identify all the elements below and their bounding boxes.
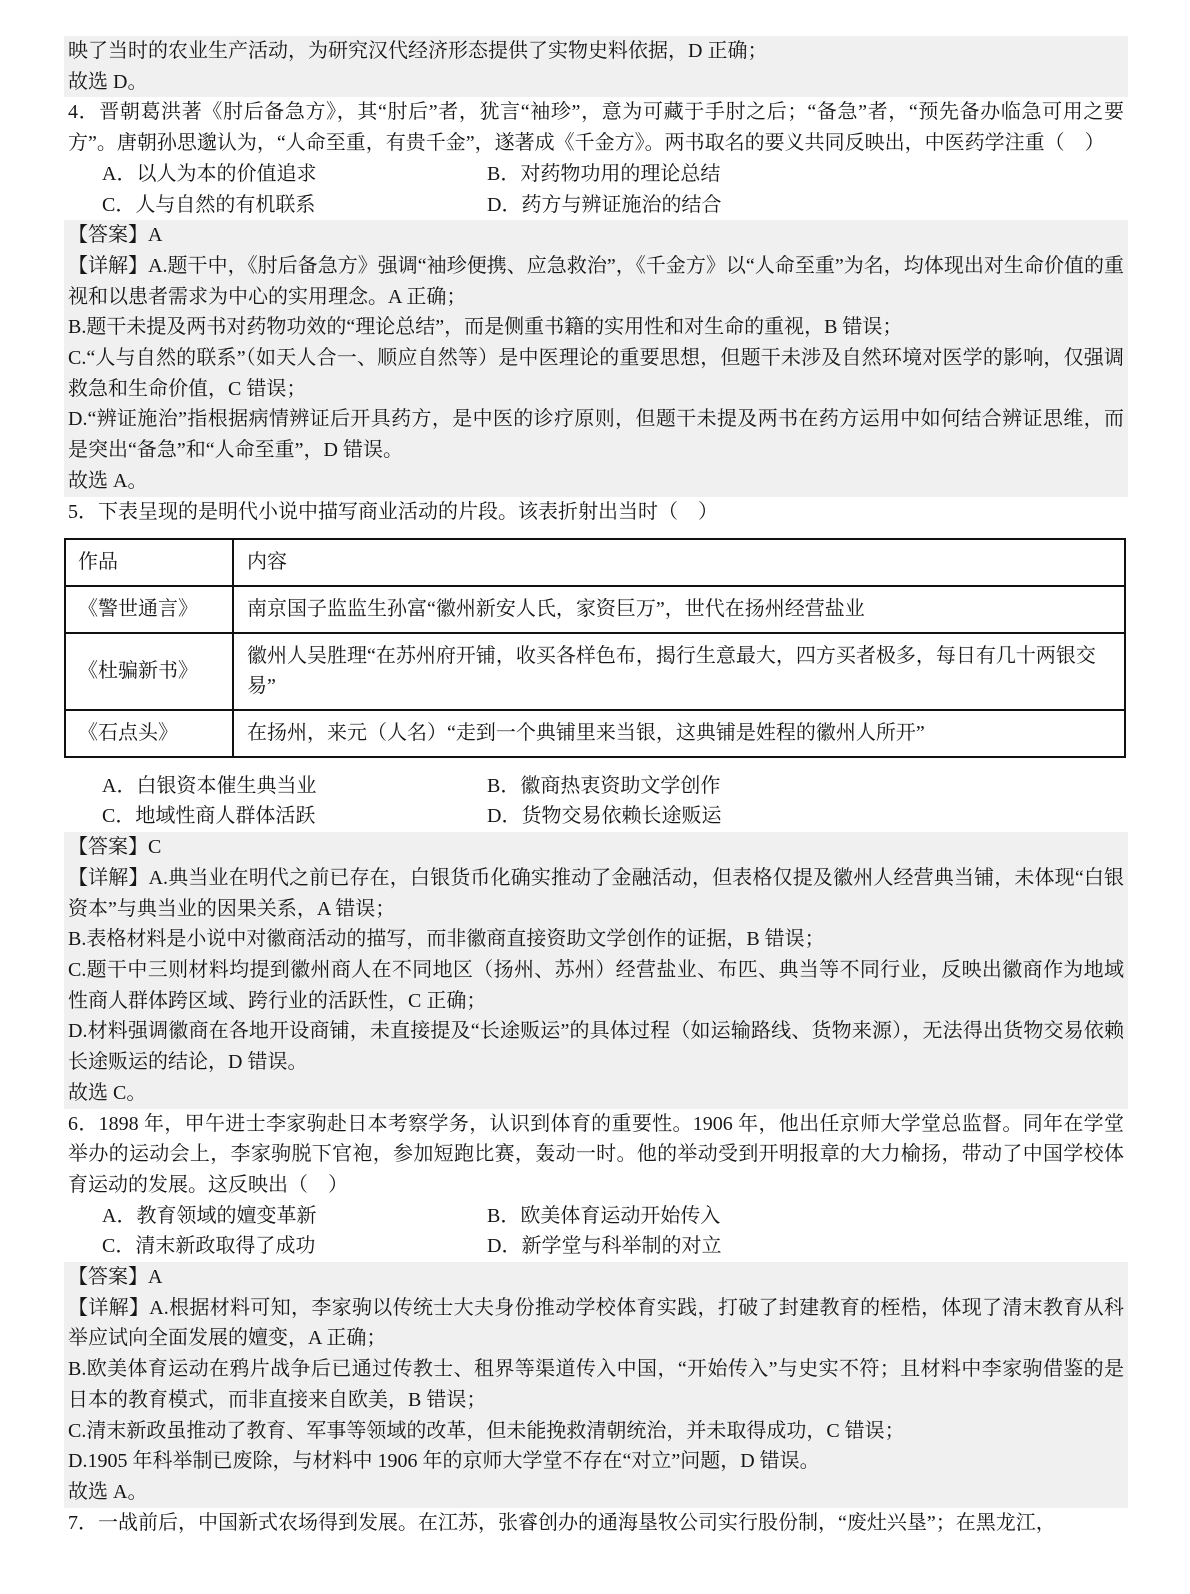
table-cell-work: 《石点头》 bbox=[65, 710, 233, 757]
analysis-line: 映了当时的农业生产活动，为研究汉代经济形态提供了实物史料依据，D 正确； bbox=[68, 40, 768, 62]
option-c: C．人与自然的有机联系 bbox=[102, 193, 316, 216]
option-d: D．货物交易依赖长途贩运 bbox=[487, 805, 722, 828]
analysis-d: D.材料强调徽商在各地开设商铺，未直接提及“长途贩运”的具体过程（如运输路线、货物来源），无法得出货物交易依赖长途贩运的结论，D 错误。 bbox=[68, 1020, 1124, 1074]
table-cell-content: 在扬州，来元（人名）“走到一个典铺里来当银，这典铺是姓程的徽州人所开” bbox=[233, 710, 1125, 757]
question-4-stem: 4．晋朝葛洪著《肘后备急方》，其“肘后”者，犹言“袖珍”，意为可藏于手肘之后；“备急”者，“预先备办临急可用之要方”。唐朝孙思邈认为，“人命至重，有贵千金”，遂著成《千金方》。两书取名的要义共同反映出，中医药学注重（ ） bbox=[68, 101, 1124, 155]
question-4-options-row-2 bbox=[68, 190, 1124, 221]
analysis-a: 【详解】A.典当业在明代之前已存在，白银货币化确实推动了金融活动，但表格仅提及徽州人经营典当铺，未体现“白银资本”与典当业的因果关系，A 错误； bbox=[68, 866, 1124, 920]
analysis-c: C.清末新政虽推动了教育、军事等领域的改革，但未能挽救清朝统治，并未取得成功，C 错误； bbox=[68, 1419, 905, 1442]
question-5-stem: 5．下表呈现的是明代小说中描写商业活动的片段。该表折射出当时（ ） bbox=[68, 500, 718, 523]
option-d: D．新学堂与科举制的对立 bbox=[487, 1235, 722, 1258]
answer-block-q5 bbox=[64, 832, 1128, 1108]
table-header-work: 作品 bbox=[65, 539, 233, 586]
analysis-a: 【详解】A.题干中，《肘后备急方》强调“袖珍便携、应急救治”，《千金方》以“人命至重”为名，均体现出对生命价值的重视和以患者需求为中心的实用理念。A 正确； bbox=[68, 254, 1124, 308]
answer-block-q6 bbox=[64, 1262, 1128, 1508]
answer-block-previous bbox=[64, 36, 1128, 97]
analysis-d: D.1905 年科举制已废除，与材料中 1906 年的京师大学堂不存在“对立”问题，D 错误。 bbox=[68, 1450, 820, 1473]
answer-block-q4 bbox=[64, 220, 1128, 496]
analysis-b: B.欧美体育运动在鸦片战争后已通过传教士、租界等渠道传入中国，“开始传入”与史实不符；且材料中李家驹借鉴的是日本的教育模式，而非直接来自欧美，B 错误； bbox=[68, 1358, 1124, 1411]
analysis-b: B.表格材料是小说中对徽商活动的描写，而非徽商直接资助文学创作的证据，B 错误； bbox=[68, 928, 825, 951]
question-7-stem-partial: 7．一战前后，中国新式农场得到发展。在江苏，张睿创办的通海垦牧公司实行股份制，“废灶兴垦”；在黑龙江， bbox=[68, 1511, 1056, 1534]
option-b: B．徽商热衷资助文学创作 bbox=[487, 774, 721, 797]
analysis-a: 【详解】A.根据材料可知，李家驹以传统士大夫身份推动学校体育实践，打破了封建教育的桎梏，体现了清末教育从科举应试向全面发展的嬗变，A 正确； bbox=[68, 1296, 1124, 1350]
option-a: A．教育领域的嬗变革新 bbox=[102, 1204, 317, 1227]
analysis-c: C.“人与自然的联系”（如天人合一、顺应自然等）是中医理论的重要思想，但题干未涉及自然环境对医学的影响，仅强调救急和生命价值，C 错误； bbox=[68, 347, 1124, 400]
option-c: C．清末新政取得了成功 bbox=[102, 1235, 316, 1258]
question-6-options-row-1 bbox=[68, 1201, 1124, 1232]
analysis-d: D.“辨证施治”指根据病情辨证后开具药方，是中医的诊疗原则，但题干未提及两书在药方运用中如何结合辨证思维，而是突出“备急”和“人命至重”，D 错误。 bbox=[68, 408, 1124, 462]
option-b: B．欧美体育运动开始传入 bbox=[487, 1204, 721, 1227]
answer-line: 【答案】A bbox=[68, 224, 163, 247]
option-a: A．以人为本的价值追求 bbox=[102, 162, 317, 185]
conclusion-line: 故选 C。 bbox=[68, 1081, 147, 1104]
table-cell-content: 徽州人吴胜理“在苏州府开铺，收买各样色布，揭行生意最大，四方买者极多，每日有几十两银交易” bbox=[233, 633, 1125, 710]
table-row bbox=[65, 586, 1125, 633]
table-cell-content: 南京国子监监生孙富“徽州新安人氏，家资巨万”，世代在扬州经营盐业 bbox=[233, 586, 1125, 633]
conclusion-line: 故选 A。 bbox=[68, 469, 148, 492]
conclusion-line: 故选 D。 bbox=[68, 70, 148, 93]
option-c: C．地域性商人群体活跃 bbox=[102, 805, 316, 828]
option-a: A．白银资本催生典当业 bbox=[102, 774, 317, 797]
option-d: D．药方与辨证施治的结合 bbox=[487, 193, 722, 216]
conclusion-line: 故选 A。 bbox=[68, 1480, 148, 1503]
question-5-options-row-1 bbox=[68, 771, 1124, 802]
analysis-c: C.题干中三则材料均提到徽州商人在不同地区（扬州、苏州）经营盐业、布匹、典当等不同行业，反映出徽商作为地域性商人群体跨区域、跨行业的活跃性，C 正确； bbox=[68, 958, 1124, 1012]
table-cell-work: 《警世通言》 bbox=[65, 586, 233, 633]
question-6-options-row-2 bbox=[68, 1231, 1124, 1262]
table-row bbox=[65, 633, 1125, 710]
question-5-table bbox=[64, 538, 1126, 758]
table-header-row bbox=[65, 539, 1125, 586]
answer-line: 【答案】A bbox=[68, 1266, 163, 1289]
answer-line: 【答案】C bbox=[68, 836, 162, 859]
option-b: B．对药物功用的理论总结 bbox=[487, 162, 721, 185]
question-4-options-row-1 bbox=[68, 159, 1124, 190]
table-header-content: 内容 bbox=[233, 539, 1125, 586]
analysis-b: B.题干未提及两书对药物功效的“理论总结”，而是侧重书籍的实用性和对生命的重视，B 错误； bbox=[68, 316, 903, 339]
table-row bbox=[65, 710, 1125, 757]
question-5-options-row-2 bbox=[68, 801, 1124, 832]
table-cell-work: 《杜骗新书》 bbox=[65, 633, 233, 710]
question-6-stem: 6．1898 年，甲午进士李家驹赴日本考察学务，认识到体育的重要性。1906 年，他出任京师大学堂总监督。同年在学堂举办的运动会上，李家驹脱下官袍，参加短跑比赛，轰动一时。他的举动受到开明报章的大力榆扬，带动了中国学校体育运动的发展。这反映出（ ） bbox=[68, 1112, 1124, 1196]
